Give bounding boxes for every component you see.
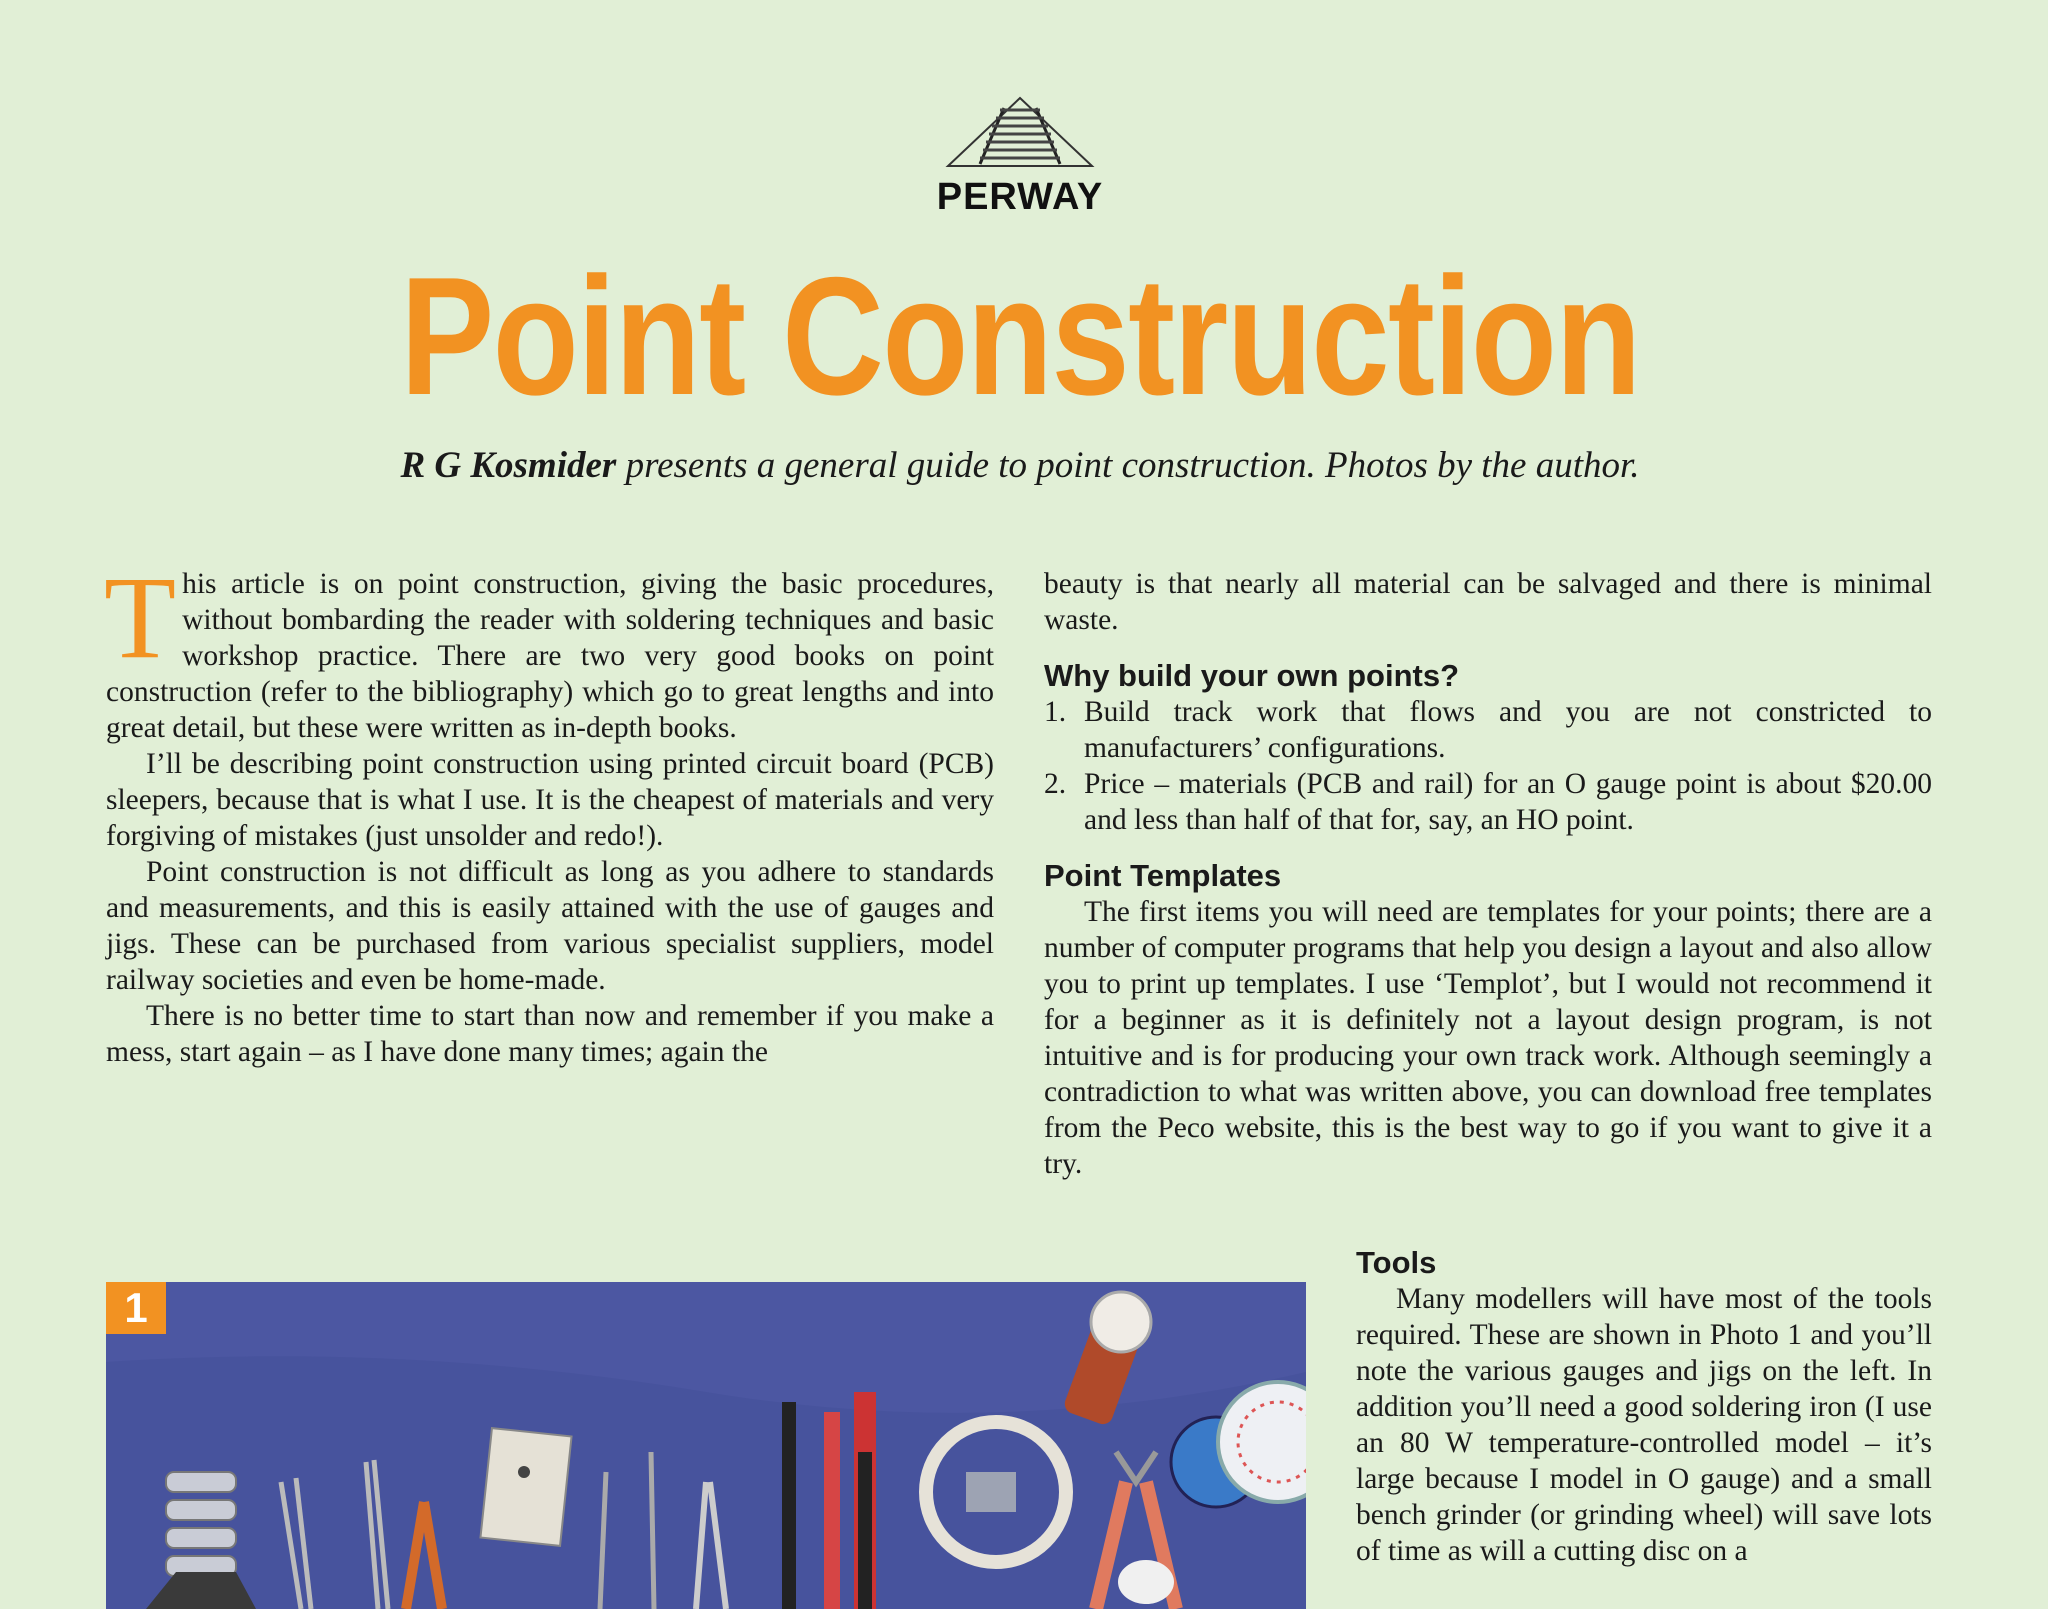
left-column bbox=[104, 552, 994, 1070]
drop-cap: T bbox=[104, 552, 177, 683]
byline-text: presents a general guide to point construction. Photos by the author. bbox=[616, 445, 1640, 486]
section-label: PERWAY bbox=[936, 176, 1104, 218]
paragraph: Point construction is not difficult as long as you adhere to standards and measurements, and this is easily attained with the use of gauges and jigs. These can be purchased from various specialist suppliers, model railway societies and even be home-made. bbox=[106, 856, 994, 996]
paragraph: Many modellers will have most of the tools required. These are shown in Photo 1 and you’ll note the various gauges and jigs on the left. In addition you’ll need a good soldering iron (I use an 80 W temperature-controlled model – it’s large because I model in O gauge) and a small bench grinder (or grinding wheel) will save lots of time as will a cutting disc on a bbox=[1356, 1283, 1932, 1567]
tools-column bbox=[1356, 1245, 1932, 1569]
byline-author: R G Kosmider bbox=[400, 445, 617, 486]
paragraph: There is no better time to start than now and remember if you make a mess, start again – as I have done many times; again the bbox=[106, 1000, 994, 1068]
tools-photo bbox=[106, 1282, 1306, 1609]
paragraph: This article is on point construction, giving the basic procedures, without bombarding the reader with soldering techniques and basic workshop practice. There are two very good books on point construction (refer to the bibliography) which go to great lengths and into great detail, but these were written as in-depth books. bbox=[104, 552, 994, 744]
tools-heading: Tools bbox=[1356, 1245, 1437, 1280]
byline bbox=[0, 444, 2040, 487]
list-item: 1. Build track work that flows and you are not constricted to manufacturers’ configurations. bbox=[1044, 696, 1932, 764]
why-heading: Why build your own points? bbox=[1044, 658, 1460, 693]
paragraph: I’ll be describing point construction using printed circuit board (PCB) sleepers, because that is what I use. It is the cheapest of materials and very forgiving of mistakes (just unsolder and redo!). bbox=[106, 748, 994, 852]
perway-track-logo-icon bbox=[944, 96, 1096, 168]
list-item: 2. Price – materials (PCB and rail) for an O gauge point is about $20.00 and less than half of that for, say, an HO point. bbox=[1044, 768, 1932, 836]
paragraph: The first items you will need are templates for your points; there are a number of computer programs that help you design a layout and also allow you to print up templates. I use ‘Templot’, but I would not recommend it for a beginner as it is definitely not a layout design program, is not intuitive and is for producing your own track work. Although seemingly a contradiction to what was written above, you can download free templates from the Peco website, this is the best way to go if you want to give it a try. bbox=[1044, 896, 1932, 1180]
templates-heading: Point Templates bbox=[1044, 858, 1282, 893]
right-column bbox=[1044, 566, 1932, 1182]
article-title: Point Construction bbox=[400, 242, 1640, 430]
why-list bbox=[1044, 694, 1932, 838]
photo-number-badge: 1 bbox=[106, 1282, 166, 1334]
paragraph: beauty is that nearly all material can be salvaged and there is minimal waste. bbox=[1044, 568, 1932, 636]
